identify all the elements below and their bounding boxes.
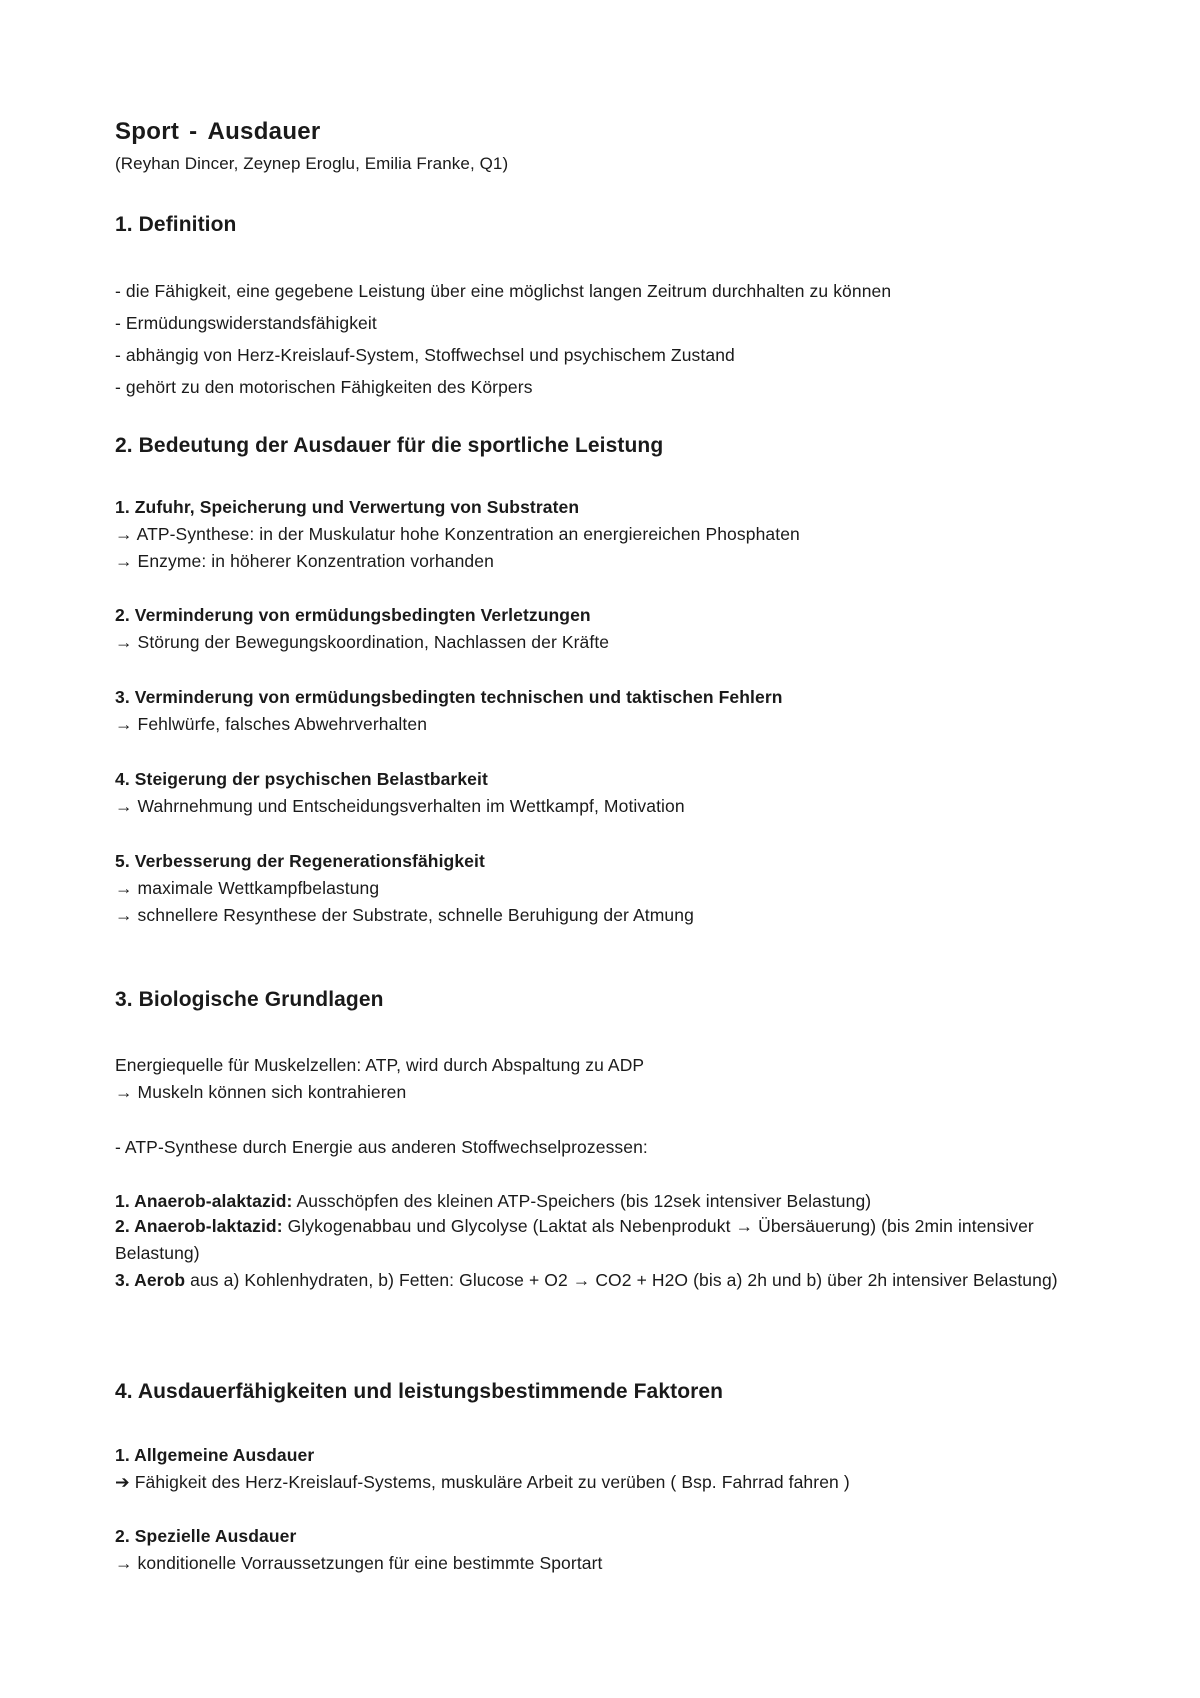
energy-pathway xyxy=(115,1213,1090,1267)
section-3-heading: 3. Biologische Grundlagen xyxy=(115,988,384,1011)
point-title: 3. Verminderung von ermüdungsbedingten technischen und taktischen Fehlern xyxy=(115,687,783,707)
title-subject: Sport xyxy=(115,118,180,145)
point-detail: → maximale Wettkampfbelastung xyxy=(115,878,380,898)
energy-pathway xyxy=(115,1267,1090,1294)
energy-pathway-text: aus a) Kohlenhydraten, b) Fetten: Glucose + O2 → CO2 + H2O (bis a) 2h und b) über 2h intensiver Belastung) xyxy=(185,1270,1058,1290)
point-detail: → Störung der Bewegungskoordination, Nachlassen der Kräfte xyxy=(115,632,610,652)
point-title: 2. Spezielle Ausdauer xyxy=(115,1526,297,1546)
energy-pathway-text: Ausschöpfen des kleinen ATP-Speichers (bis 12sek intensiver Belastung) xyxy=(292,1191,872,1211)
point-detail: → Fehlwürfe, falsches Abwehrverhalten xyxy=(115,714,428,734)
energy-pathway-text: Glykogenabbau und Glycolyse (Laktat als Nebenprodukt → Übersäuerung) (bis 2min intensiver Belastung) xyxy=(115,1216,1034,1263)
title-separator: - xyxy=(189,118,198,145)
point-title: 2. Verminderung von ermüdungsbedingten Verletzungen xyxy=(115,605,591,625)
definition-item: - Ermüdungswiderstandsfähigkeit xyxy=(115,313,377,333)
point-detail: → Enzyme: in höherer Konzentration vorhanden xyxy=(115,551,494,571)
energy-pathway-label: 1. Anaerob-alaktazid: xyxy=(115,1191,293,1211)
point-detail: ➔ Fähigkeit des Herz-Kreislauf-Systems, muskuläre Arbeit zu verüben ( Bsp. Fahrrad fahren ) xyxy=(115,1472,850,1492)
energy-pathway-label: 2. Anaerob-laktazid: xyxy=(115,1216,283,1236)
definition-item: - abhängig von Herz-Kreislauf-System, Stoffwechsel und psychischem Zustand xyxy=(115,345,735,365)
point-title: 1. Zufuhr, Speicherung und Verwertung von Substraten xyxy=(115,497,580,517)
definition-item: - gehört zu den motorischen Fähigkeiten des Körpers xyxy=(115,377,533,397)
section-1-heading: 1. Definition xyxy=(115,213,237,236)
point-title: 1. Allgemeine Ausdauer xyxy=(115,1445,315,1465)
document-title xyxy=(115,118,321,146)
section-2-heading: 2. Bedeutung der Ausdauer für die sportliche Leistung xyxy=(115,434,664,457)
authors-line: (Reyhan Dincer, Zeynep Eroglu, Emilia Franke, Q1) xyxy=(115,154,509,173)
energy-pathway-label: 3. Aerob xyxy=(115,1270,186,1290)
point-title: 4. Steigerung der psychischen Belastbarkeit xyxy=(115,769,488,789)
point-detail: → konditionelle Vorraussetzungen für eine bestimmte Sportart xyxy=(115,1553,603,1573)
point-detail: → Wahrnehmung und Entscheidungsverhalten im Wettkampf, Motivation xyxy=(115,796,685,816)
title-topic: Ausdauer xyxy=(207,118,321,145)
energy-pathway xyxy=(115,1190,871,1212)
definition-item: - die Fähigkeit, eine gegebene Leistung über eine möglichst langen Zeitrum durchhalten zu können xyxy=(115,281,892,301)
paragraph-line: Energiequelle für Muskelzellen: ATP, wird durch Abspaltung zu ADP xyxy=(115,1055,645,1075)
paragraph-line: - ATP-Synthese durch Energie aus anderen Stoffwechselprozessen: xyxy=(115,1137,648,1157)
point-detail: → schnellere Resynthese der Substrate, schnelle Beruhigung der Atmung xyxy=(115,905,694,925)
point-detail: → ATP-Synthese: in der Muskulatur hohe Konzentration an energiereichen Phosphaten xyxy=(115,524,800,544)
section-4-heading: 4. Ausdauerfähigkeiten und leistungsbestimmende Faktoren xyxy=(115,1380,724,1403)
paragraph-line: → Muskeln können sich kontrahieren xyxy=(115,1082,407,1102)
point-title: 5. Verbesserung der Regenerationsfähigkeit xyxy=(115,851,485,871)
